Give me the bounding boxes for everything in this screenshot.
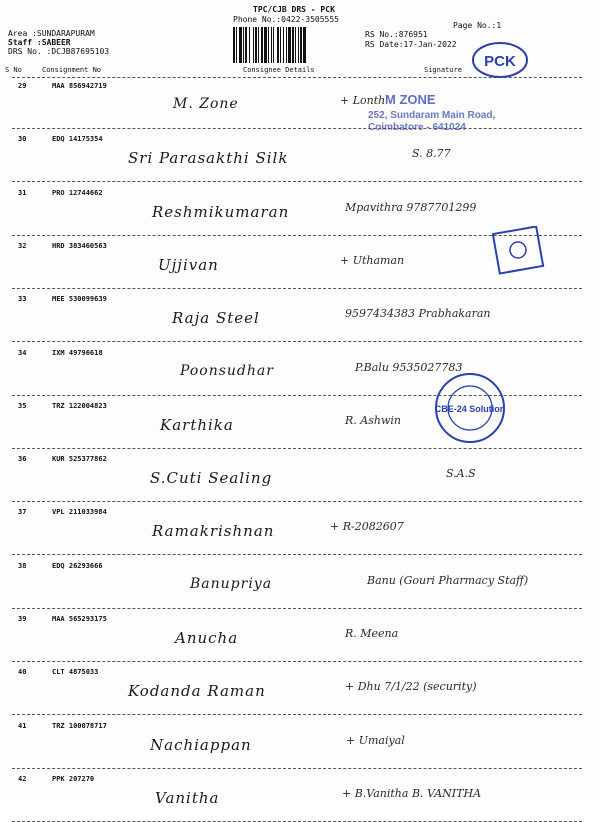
- row-divider: [12, 288, 582, 289]
- row-divider: [12, 608, 582, 609]
- pck-stamp: [470, 40, 530, 80]
- rs-number: RS No.:876951: [365, 30, 428, 39]
- col-sno: S No: [5, 66, 22, 74]
- row-consignment-number: IXM 49796618: [52, 348, 103, 357]
- rs-date: RS Date:17-Jan-2022: [365, 40, 457, 49]
- col-consignee: Consignee Details: [243, 66, 315, 74]
- document-title: TPC/CJB DRS - PCK: [253, 5, 335, 14]
- row-serial-number: 34: [18, 348, 27, 357]
- round-seal-stamp: [430, 368, 510, 448]
- row-signature: + Umaiyal: [346, 733, 405, 747]
- row-signature: R. Meena: [345, 627, 399, 640]
- row-consignee-name: Ramakrishnan: [152, 522, 275, 541]
- row-consignment-number: CLT 4875033: [52, 668, 99, 677]
- row-signature: S. 8.77: [412, 147, 451, 161]
- row-serial-number: 38: [18, 561, 27, 570]
- row-divider: [12, 714, 582, 715]
- pck-stamp-text: PCK: [484, 53, 516, 70]
- row-consignee-name: Raja Steel: [172, 309, 260, 328]
- row-serial-number: 32: [18, 241, 27, 250]
- page-number: Page No.:1: [453, 21, 502, 30]
- row-signature: + Uthaman: [340, 253, 405, 267]
- row-consignment-number: HRD 383460563: [52, 241, 107, 250]
- square-stamp: [492, 226, 552, 276]
- row-consignment-number: VPL 211033984: [52, 508, 107, 517]
- mzone-stamp-address: 252, Sundaram Main Road, Coimbatore - 641024: [368, 110, 496, 133]
- row-consignee-name: Nachiappan: [150, 735, 252, 754]
- row-consignee-name: Reshmikumaran: [152, 202, 290, 221]
- row-consignee-name: Vanitha: [155, 788, 220, 807]
- row-signature: + Dhu 7/1/22 (security): [345, 680, 477, 694]
- row-serial-number: 35: [18, 401, 27, 410]
- row-signature: 9597434383 Prabhakaran: [345, 307, 491, 321]
- row-signature: + Lonth: [340, 94, 386, 107]
- row-signature: R. Ashwin: [345, 413, 401, 427]
- row-signature: + B.Vanitha B. VANITHA: [342, 786, 482, 800]
- row-serial-number: 36: [18, 455, 27, 464]
- col-consignment: Consignment No: [42, 66, 102, 74]
- phone-number: Phone No.:0422-3505555: [233, 15, 339, 24]
- row-signature: Banu (Gouri Pharmacy Staff): [367, 573, 529, 587]
- row-consignee-name: Kodanda Raman: [128, 682, 266, 701]
- row-consignee-name: S.Cuti Sealing: [150, 469, 273, 488]
- row-consignee-name: Sri Parasakthi Silk: [128, 149, 289, 168]
- row-consignment-number: KUR 525377862: [52, 455, 107, 464]
- drs-number: DRS No. :DCJB87695103: [8, 47, 110, 56]
- row-serial-number: 30: [18, 135, 27, 144]
- barcode: [232, 27, 350, 63]
- staff-field: Staff :SABEER: [8, 38, 71, 47]
- round-seal-text: CBE-24 Solution: [434, 404, 506, 414]
- row-divider: [12, 554, 582, 555]
- row-divider: [12, 341, 582, 342]
- row-consignment-number: EDQ 14175354: [52, 135, 103, 144]
- row-consignment-number: PRO 12744662: [52, 188, 103, 197]
- row-serial-number: 33: [18, 295, 27, 304]
- row-divider: [12, 661, 582, 662]
- row-signature: S.A.S: [446, 467, 476, 481]
- row-signature: P.Balu 9535027783: [355, 360, 463, 374]
- row-consignee-name: Ujjivan: [158, 255, 219, 274]
- row-consignment-number: PPK 207270: [52, 774, 95, 783]
- row-consignee-name: Karthika: [160, 415, 234, 434]
- row-divider: [12, 501, 582, 502]
- row-divider: [12, 768, 582, 769]
- row-consignment-number: MAA 565293175: [52, 615, 107, 623]
- row-consignee-name: Poonsudhar: [180, 362, 274, 379]
- row-serial-number: 37: [18, 508, 27, 517]
- row-signature: Mpavithra 9787701299: [345, 200, 477, 214]
- row-consignment-number: MEE 530099639: [52, 295, 107, 304]
- col-signature: Signature: [424, 66, 462, 74]
- row-consignment-number: MAA 856942719: [52, 82, 107, 90]
- row-signature: + R-2082607: [330, 520, 404, 534]
- row-consignment-number: TRZ 100078717: [52, 721, 107, 730]
- area-field: Area :SUNDARAPURAM: [8, 29, 95, 38]
- mzone-stamp-name: M ZONE: [385, 92, 436, 107]
- row-serial-number: 41: [18, 721, 27, 730]
- row-consignee-name: M. Zone: [173, 96, 239, 112]
- row-divider: [12, 181, 582, 182]
- row-serial-number: 40: [18, 668, 27, 677]
- row-serial-number: 39: [18, 615, 27, 623]
- row-consignee-name: Banupriya: [190, 575, 273, 592]
- row-consignee-name: Anucha: [175, 629, 239, 647]
- row-serial-number: 42: [18, 774, 27, 783]
- row-serial-number: 29: [18, 82, 27, 90]
- row-serial-number: 31: [18, 188, 27, 197]
- row-consignment-number: TRZ 122004823: [52, 401, 107, 410]
- row-consignment-number: EDQ 26293666: [52, 561, 103, 570]
